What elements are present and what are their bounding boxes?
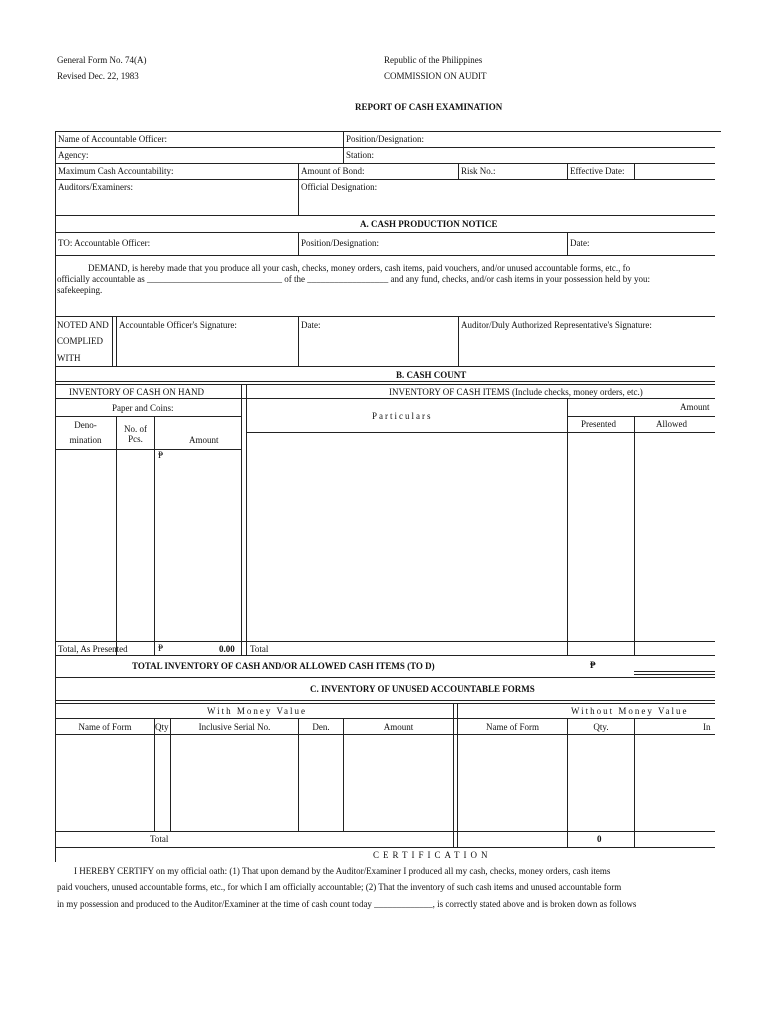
amount-group-heading: Amount [680, 402, 710, 412]
risk-label: Risk No.: [461, 166, 496, 176]
certification-line-2: paid vouchers, unused accountable forms, etc., for which I am officially accountable; (2) That the inventory of such cash items and unused accountable form [57, 882, 622, 892]
republic-label: Republic of the Philippines [384, 55, 483, 65]
paper-coins-label: Paper and Coins: [112, 403, 174, 413]
cash-on-hand-heading: INVENTORY OF CASH ON HAND [69, 387, 205, 397]
officer-signature-label: Accountable Officer's Signature: [119, 320, 237, 330]
page-title: REPORT OF CASH EXAMINATION [355, 102, 503, 112]
particulars-header: Particulars [372, 411, 433, 421]
with-money-value-heading: With Money Value [207, 706, 307, 716]
auditor-signature-label: Auditor/Duly Authorized Representative's Signature: [461, 320, 652, 330]
allowed-header: Allowed [656, 419, 687, 429]
peso-sign-total: ₱ [158, 643, 164, 653]
peso-sign-grand: ₱ [590, 660, 596, 670]
den-header: Den. [312, 722, 330, 732]
noted-label-2: COMPLIED [57, 336, 104, 346]
max-cash-label: Maximum Cash Accountability: [58, 166, 174, 176]
certification-title: CERTIFICATION [373, 850, 492, 860]
cash-items-total-label: Total [250, 644, 269, 654]
to-officer-label: TO: Accountable Officer: [58, 238, 151, 248]
demand-line-2: officially accountable as ______________________________ of the __________________ and any fund, checks, and/or cash items in your possession held by you: [57, 274, 650, 284]
section-b-title: B. CASH COUNT [396, 370, 467, 380]
cash-items-heading: INVENTORY OF CASH ITEMS (Include checks, money orders, etc.) [389, 387, 643, 397]
name-of-form-header: Name of Form [78, 722, 132, 732]
date-a-label: Date: [570, 238, 590, 248]
pieces-header-2: Pcs. [128, 434, 143, 444]
grand-total-label: TOTAL INVENTORY OF CASH AND/OR ALLOWED CASH ITEMS (TO D) [132, 661, 435, 671]
without-money-value-heading: Without Money Value [571, 706, 689, 716]
section-c-total-label: Total [150, 834, 169, 844]
qty-2-header: Qty. [593, 722, 609, 732]
effective-date-label: Effective Date: [570, 166, 625, 176]
agency-label: Agency: [58, 150, 89, 160]
certification-line-1: I HEREBY CERTIFY on my official oath: (1) That upon demand by the Auditor/Examiner I produced all my cash, checks, money orders, cash items [74, 866, 611, 876]
total-presented-value: 0.00 [219, 644, 235, 654]
peso-sign-top: ₱ [158, 450, 164, 460]
name-of-form-2-header: Name of Form [486, 722, 539, 732]
auditors-label: Auditors/Examiners: [58, 182, 133, 192]
bond-label: Amount of Bond: [301, 166, 365, 176]
total-presented-label: Total, As Presented [58, 644, 128, 654]
section-c-title: C. INVENTORY OF UNUSED ACCOUNTABLE FORMS [310, 684, 535, 694]
denomination-header-1: Deno- [74, 420, 97, 430]
revised-date: Revised Dec. 22, 1983 [57, 71, 139, 81]
date-signature-label: Date: [301, 320, 321, 330]
denomination-header-2: mination [69, 435, 102, 445]
inclusive-2-header: In [703, 722, 711, 732]
form-number: General Form No. 74(A) [57, 55, 147, 65]
station-label: Station: [346, 150, 375, 160]
amount-header: Amount [189, 435, 219, 445]
amount-c-header: Amount [383, 722, 414, 732]
position-label: Position/Designation: [346, 134, 425, 144]
serial-header: Inclusive Serial No. [198, 722, 271, 732]
noted-label-1: NOTED AND [57, 320, 109, 330]
noted-label-3: WITH [57, 353, 81, 363]
position-a-label: Position/Designation: [301, 238, 380, 248]
presented-header: Presented [581, 419, 616, 429]
pieces-header-1: No. of [124, 424, 147, 434]
certification-line-3: in my possession and produced to the Auditor/Examiner at the time of cash count today _____________, is correctly stated above and is broken down as follows [57, 899, 637, 909]
section-a-title: A. CASH PRODUCTION NOTICE [360, 219, 498, 229]
commission-label: COMMISSION ON AUDIT [384, 71, 487, 81]
demand-line-1: DEMAND, is hereby made that you produce all your cash, checks, money orders, cash items, paid vouchers, and/or unused accountable forms, etc., fo [88, 263, 631, 273]
section-c-total-qty: 0 [597, 834, 602, 844]
demand-line-3: safekeeping. [57, 285, 103, 295]
accountable-officer-label: Name of Accountable Officer: [58, 134, 168, 144]
qty-header: Qty [155, 722, 169, 732]
official-designation-label: Official Designation: [301, 182, 378, 192]
